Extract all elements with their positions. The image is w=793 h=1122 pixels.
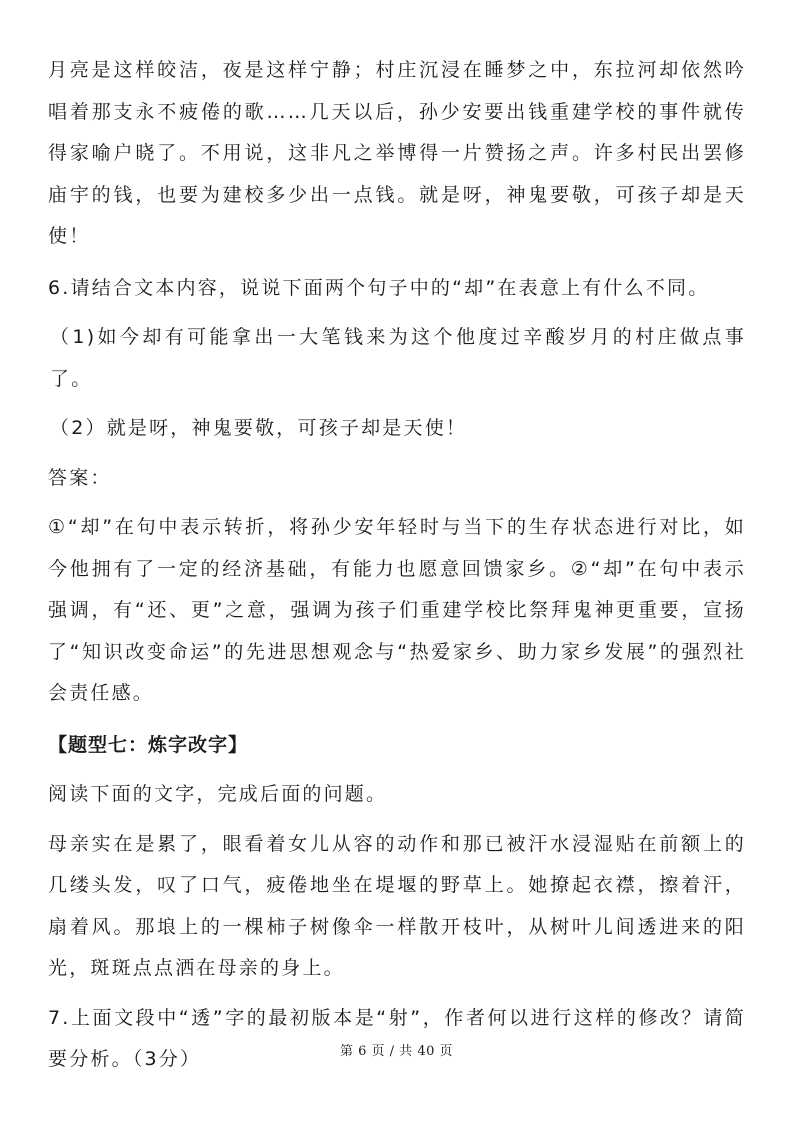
question-6-item-1: （1)如今却有可能拿出一大笔钱来为这个他度过辛酸岁月的村庄做点事了。 <box>50 326 746 390</box>
question-6-item-2: （2）就是呀，神鬼要敬，可孩子却是天使！ <box>50 417 468 439</box>
document-page <box>48 50 746 1081</box>
section-7-instruction: 阅读下面的文字，完成后面的问题。 <box>48 783 388 805</box>
answer-text: ①“却”在句中表示转折，将孙少安年轻时与当下的生存状态进行对比，如今他拥有了一定的经济基础，有能力也愿意回馈家乡。②“却”在句中表示强调，有“还、更”之意，强调为孩子们重建学校比祭拜鬼神更重要，宣扬了“知识改变命运”的先进思想观念与“热爱家乡、助力家乡发展”的强烈社会责任感。 <box>48 516 746 704</box>
section-7-passage: 母亲实在是累了，眼看着女儿从容的动作和那已被汗水浸湿贴在前额上的几缕头发，叹了口气，疲倦地坐在堤堰的野草上。她撩起衣襟，擦着汗，扇着风。那埌上的一棵柿子树像伞一样散开枝叶，从树叶儿间透进来的阳光，斑斑点点洒在母亲的身上。 <box>48 832 746 979</box>
page-number-footer: 第 6 页 / 共 40 页 <box>340 1044 453 1059</box>
question-7-prompt: 7.上面文段中“透”字的最初版本是“射”，作者何以进行这样的修改？请简要分析。（3分） <box>48 1006 746 1070</box>
question-6-prompt: 6.请结合文本内容，说说下面两个句子中的“却”在表意上有什么不同。 <box>48 276 710 299</box>
answer-label: 答案： <box>48 466 112 489</box>
story-excerpt: 月亮是这样皎洁，夜是这样宁静；村庄沉浸在睡梦之中，东拉河却依然吟唱着那支永不疲倦的歌……几天以后，孙少安要出钱重建学校的事件就传得家喻户晓了。不用说，这非凡之举博得一片赞扬之声。许多村民出罢修庙宇的钱，也要为建校多少出一点钱。就是呀，神鬼要敬，可孩子却是天使！ <box>48 59 746 247</box>
section-7-heading: 【题型七：炼字改字】 <box>48 733 249 756</box>
